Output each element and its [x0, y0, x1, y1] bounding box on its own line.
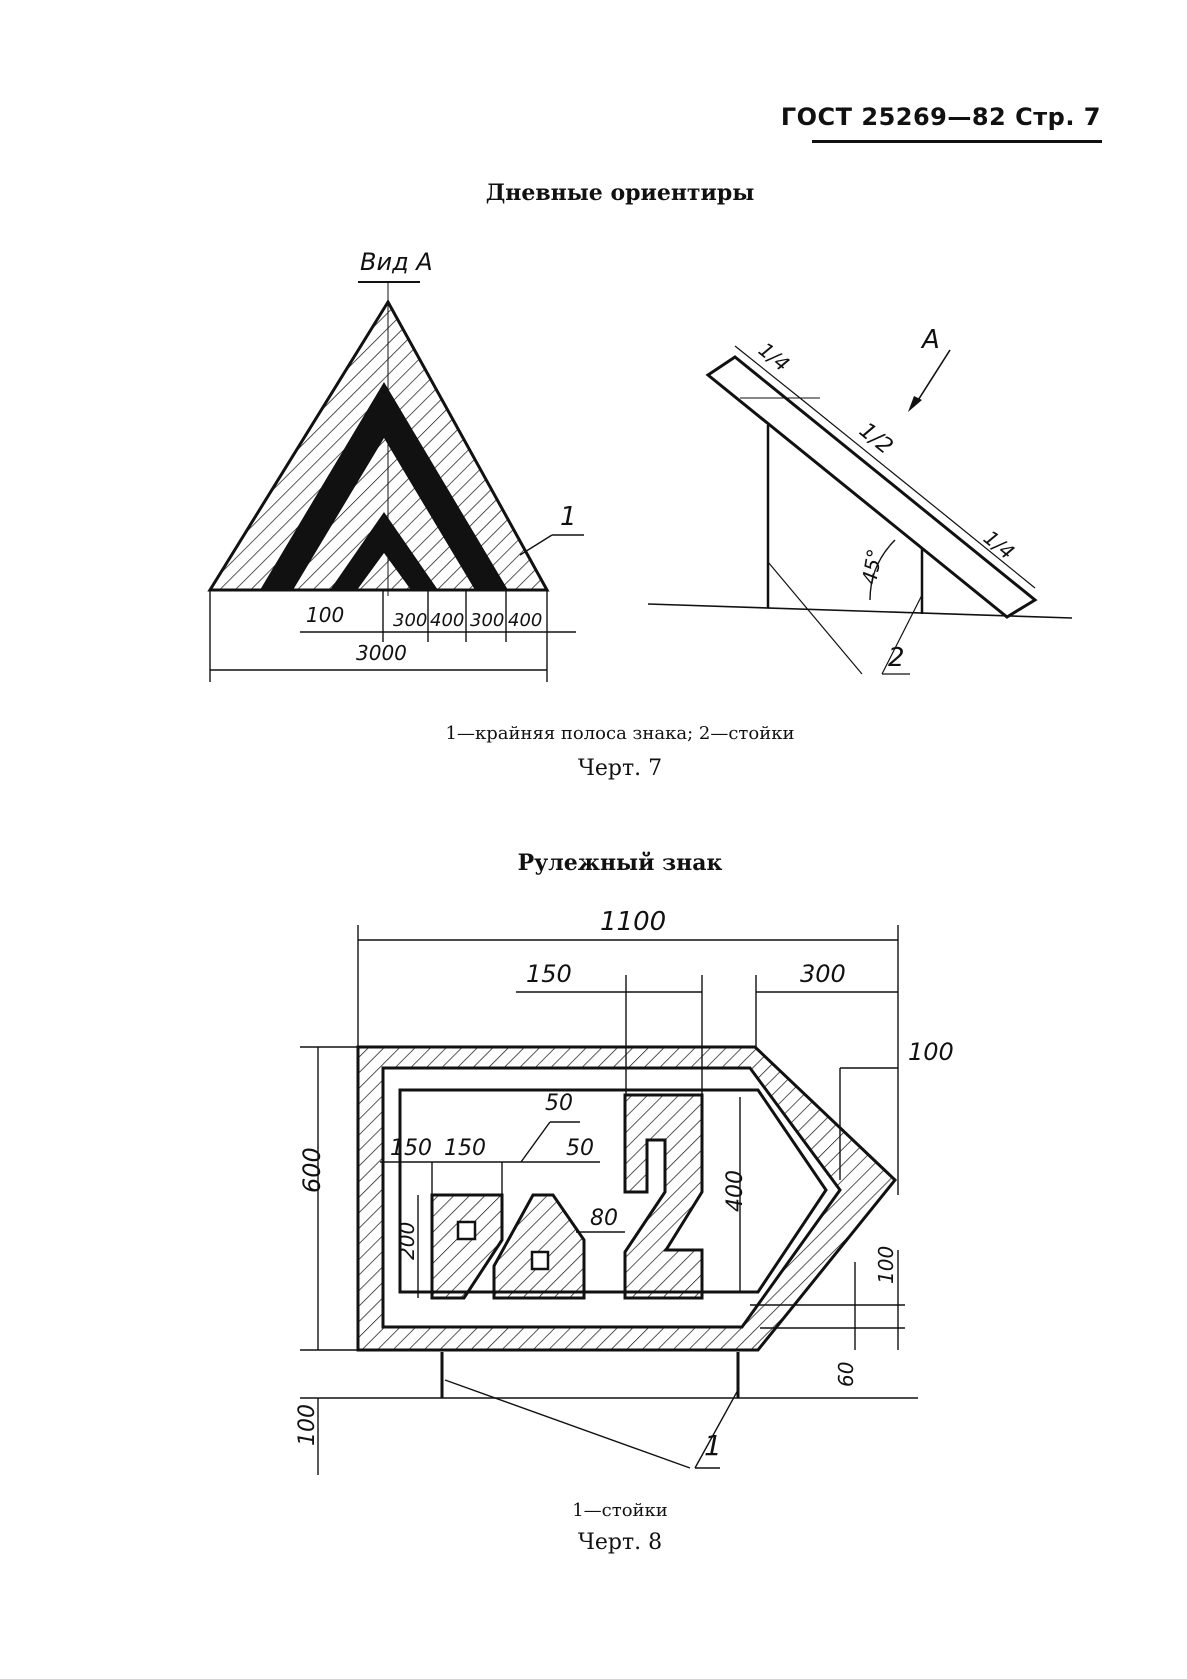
dim-q1: 1/4: [753, 337, 795, 377]
dim-100-bottom: 100: [295, 1404, 320, 1446]
dim-600: 600: [298, 1147, 326, 1193]
direction-arrow: [915, 350, 950, 405]
dim-100-right: 100: [908, 1038, 954, 1066]
glyph-A: [494, 1195, 584, 1298]
dim-150-a: 150: [390, 1136, 432, 1161]
callout-1: 1: [560, 502, 577, 532]
figure8-label: Черт. 8: [577, 1530, 663, 1555]
sign-dimensions: [300, 925, 918, 1475]
taxiway-sign: [358, 1047, 895, 1398]
dim-3000: 3000: [356, 641, 407, 665]
direction-label-A: A: [922, 325, 940, 355]
dim-half: 1/2: [854, 417, 898, 460]
dim-400a: 400: [430, 610, 465, 631]
dim-1100: 1100: [600, 907, 667, 937]
dim-400b: 400: [508, 610, 543, 631]
dim-300: 300: [800, 960, 846, 988]
dim-300a: 300: [393, 610, 428, 631]
dim-400: 400: [723, 1170, 748, 1212]
figure7-title: Дневные ориентиры: [485, 180, 755, 206]
glyph-2: [625, 1095, 702, 1298]
dim-q2: 1/4: [978, 525, 1020, 565]
angle-45: 45°: [857, 546, 887, 587]
dim-200: 200: [395, 1221, 419, 1260]
dim-100: 100: [306, 603, 345, 627]
view-label: Вид A: [360, 248, 433, 276]
dim-150-b: 150: [444, 1136, 486, 1161]
dim-50-b: 50: [566, 1136, 594, 1161]
dim-50-a: 50: [545, 1091, 573, 1116]
callout-1-leader: [520, 535, 584, 555]
dim-150-top: 150: [526, 960, 572, 988]
callout-1-fig8: 1: [704, 1429, 722, 1462]
figure7-caption: 1—крайняя полоса знака; 2—стойки: [445, 723, 795, 744]
day-marker-triangle: [210, 282, 547, 596]
dim-60: 60: [834, 1361, 858, 1387]
dim-80: 80: [590, 1206, 618, 1231]
page-header: ГОСТ 25269—82 Стр. 7: [780, 103, 1101, 131]
side-view: [648, 346, 1072, 674]
dim-100-side: 100: [874, 1245, 898, 1284]
callout-2: 2: [888, 643, 905, 673]
figure8-caption: 1—стойки: [572, 1500, 668, 1521]
figure7-label: Черт. 7: [577, 756, 663, 781]
figure8-title: Рулежный знак: [517, 850, 723, 876]
dim-300b: 300: [470, 610, 505, 631]
glyph-R: [432, 1195, 502, 1298]
triangle-dimensions: [210, 590, 576, 682]
